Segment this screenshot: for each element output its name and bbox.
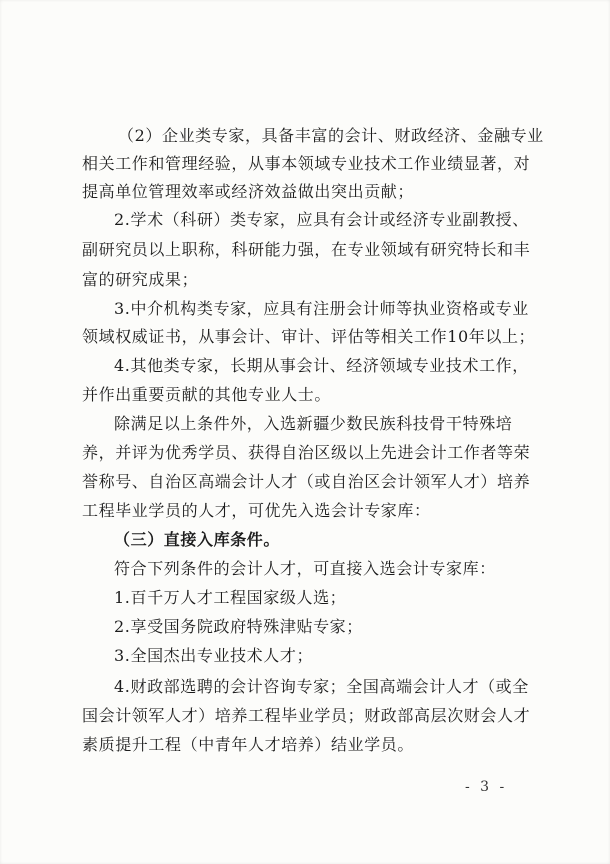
text-line: 2.享受国务院政府特殊津贴专家； bbox=[114, 617, 363, 636]
text-line: 1.百千万人才工程国家级人选； bbox=[114, 588, 347, 607]
text-line: 4.财政部选聘的会计咨询专家；全国高端会计人才（或全 bbox=[114, 677, 529, 696]
text-line: 领域权威证书，从事会计、审计、评估等相关工作10年以上； bbox=[82, 327, 536, 346]
text-line: 副研究员以上职称，科研能力强，在专业领域有研究特长和丰 bbox=[82, 240, 531, 259]
text-line: 相关工作和管理经验，从事本领域专业技术工作业绩显著，对 bbox=[82, 154, 531, 173]
section-heading: （三）直接入库条件。 bbox=[114, 530, 281, 549]
text-line: （2）企业类专家，具备丰富的会计、财政经济、金融专业 bbox=[118, 126, 544, 145]
text-line: 3.中介机构类专家，应具有注册会计师等执业资格或专业 bbox=[114, 299, 529, 318]
text-line: 工程毕业学员的人才，可优先入选会计专家库： bbox=[82, 501, 431, 520]
page-number: - 3 - bbox=[465, 779, 508, 795]
text-line: 提高单位管理效率或经济效益做出突出贡献； bbox=[82, 182, 415, 201]
text-line: 誉称号、自治区高端会计人才（或自治区会计领军人才）培养 bbox=[82, 472, 531, 491]
text-line: 富的研究成果； bbox=[82, 270, 199, 289]
text-line: 国会计领军人才）培养工程毕业学员；财政部高层次财会人才 bbox=[82, 706, 531, 725]
text-line: 4.其他类专家，长期从事会计、经济领域专业技术工作， bbox=[114, 356, 529, 375]
text-line: 养，并评为优秀学员、获得自治区级以上先进会计工作者等荣 bbox=[82, 443, 531, 462]
text-line: 除满足以上条件外，入选新疆少数民族科技骨干特殊培 bbox=[114, 414, 513, 433]
text-line: 素质提升工程（中青年人才培养）结业学员。 bbox=[82, 735, 415, 754]
text-line: 符合下列条件的会计人才，可直接入选会计专家库： bbox=[114, 559, 496, 578]
text-line: 3.全国杰出专业技术人才； bbox=[114, 646, 314, 665]
text-line: 2.学术（科研）类专家，应具有会计或经济专业副教授、 bbox=[114, 210, 529, 229]
text-line: 并作出重要贡献的其他专业人士。 bbox=[82, 385, 332, 404]
